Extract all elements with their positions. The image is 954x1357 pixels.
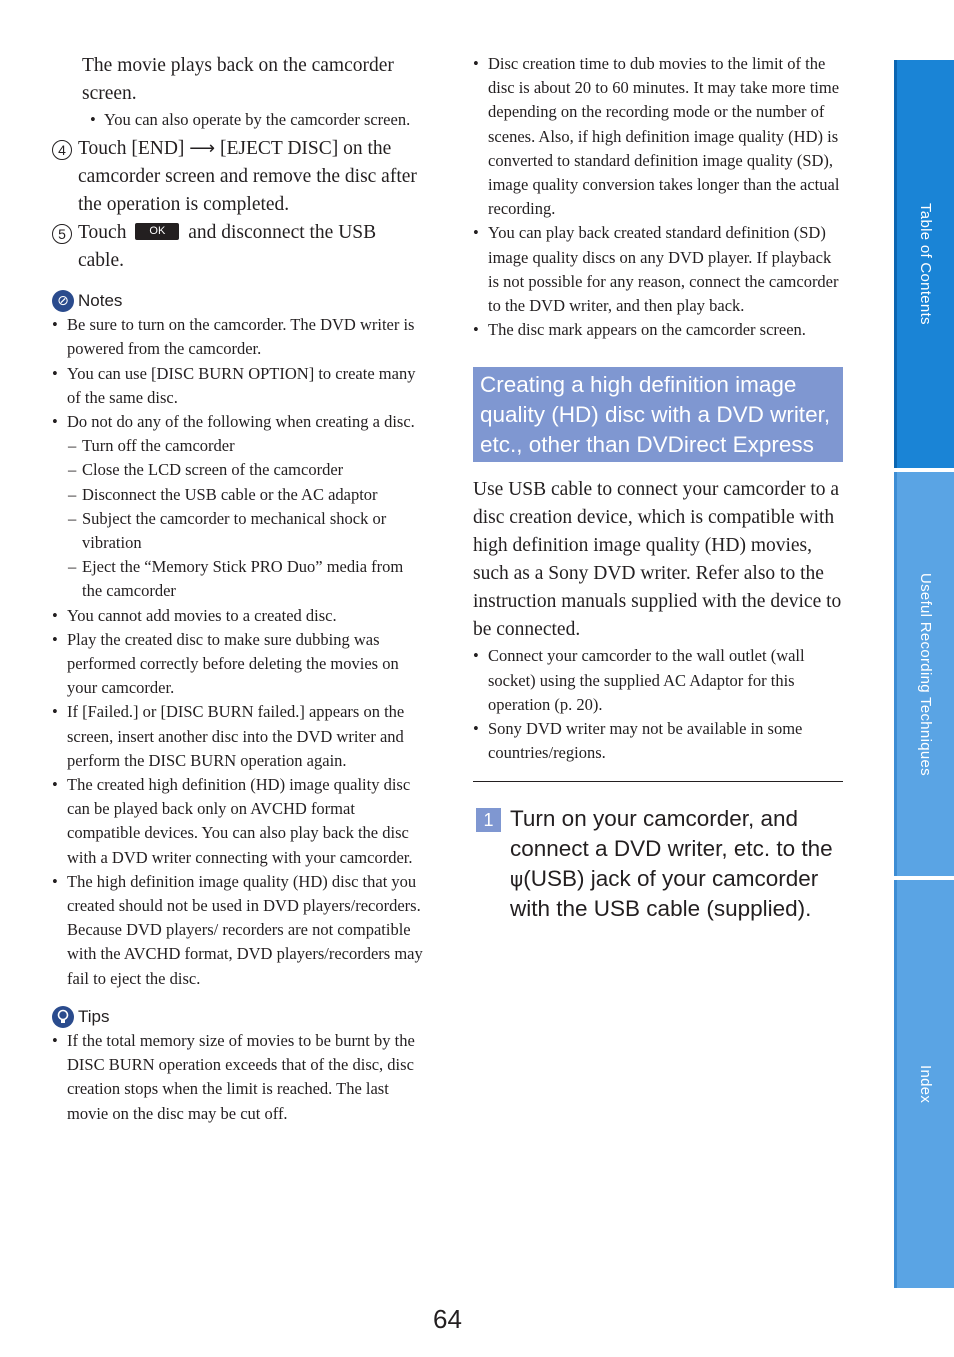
intro-line: The movie plays back on the camcorder screen. bbox=[82, 55, 394, 104]
list-item: • Play the created disc to make sure dubbing was performed correctly before deleting the movies on your camcorder. bbox=[52, 629, 399, 698]
list-item: • You can play back created standard definition (SD) image quality discs on any DVD player. If playback is not possible for any reason, connect the camcorder to the DVD writer, and then play back. bbox=[473, 223, 839, 316]
list-item: • Disc creation time to dub movies to the limit of the disc is about 20 to 60 minutes. It may take more time depending on the recording mode or the number of scenes. Also, if high definition image quality (HD) is converted to standard definition image quality (SD), image quality conversion takes longer than the actual recording. bbox=[473, 54, 840, 219]
list-item: • Be sure to turn on the camcorder. The DVD writer is powered from the camcorder. bbox=[52, 315, 415, 359]
sub-list-item: – Turn off the camcorder bbox=[68, 436, 235, 456]
usb-icon: ψ bbox=[510, 867, 524, 892]
right-column bbox=[473, 52, 843, 924]
lightbulb-icon bbox=[52, 1006, 74, 1028]
notes-list bbox=[52, 313, 424, 991]
notes-heading: ⊘ Notes bbox=[52, 289, 424, 313]
tab-useful-recording-techniques[interactable]: Useful Recording Techniques bbox=[894, 472, 954, 876]
step-1-number: 1 bbox=[476, 808, 501, 832]
step-5-number: 5 bbox=[52, 224, 72, 244]
ok-button-icon: OK bbox=[135, 223, 179, 240]
page-number: 64 bbox=[433, 1304, 462, 1334]
list-item: • The created high definition (HD) image quality disc can be played back only on AVCHD format compatible devices. You can also play back the disc with a DVD writer connecting with your camcorder. bbox=[52, 775, 413, 867]
list-item: • The high definition image quality (HD) disc that you created should not be used in DVD players/recorders. Because DVD players/ recorders are not compatible with the AVCHD format, DVD players/recorders may fail to eject the disc. bbox=[52, 871, 423, 988]
list-item: • Sony DVD writer may not be available in some countries/regions. bbox=[473, 719, 803, 763]
section-bullets bbox=[473, 644, 843, 765]
list-item: • You cannot add movies to a created disc. bbox=[52, 605, 337, 625]
divider bbox=[473, 781, 843, 782]
section-paragraph: Use USB cable to connect your camcorder to a disc creation device, which is compatible with high definition image quality (HD) movies, such as a Sony DVD writer. Refer also to the instruction manuals supplied with the device to be connected. bbox=[473, 479, 842, 641]
intro-bullet: • You can also operate by the camcorder screen. bbox=[90, 110, 411, 129]
tips-heading: Tips bbox=[52, 1005, 424, 1029]
tab-index[interactable]: Index bbox=[894, 880, 954, 1288]
list-item: • Do not do any of the following when creating a disc. bbox=[52, 412, 415, 432]
sub-list-item: – Close the LCD screen of the camcorder bbox=[68, 460, 344, 480]
section-heading: Creating a high definition image quality (HD) disc with a DVD writer, etc., other than DVDirect Express bbox=[473, 367, 843, 462]
list-item: • Connect your camcorder to the wall outlet (wall socket) using the supplied AC Adaptor for this operation (p. 20). bbox=[473, 646, 805, 714]
disc-notes-list bbox=[473, 52, 843, 342]
no-entry-circle-icon: ⊘ bbox=[52, 290, 74, 312]
list-item: • You can use [DISC BURN OPTION] to create many of the same disc. bbox=[52, 363, 416, 407]
step-5: 5 Touch OK and disconnect the USB cable. bbox=[52, 219, 424, 275]
sub-list-item: – Eject the “Memory Stick PRO Duo” media from the camcorder bbox=[68, 557, 404, 601]
step-4: 4 Touch [END] ⟶ [EJECT DISC] on the camcorder screen and remove the disc after the operation is completed. bbox=[52, 135, 424, 219]
sub-list-item: – Disconnect the USB cable or the AC adaptor bbox=[68, 484, 378, 504]
list-item: • If [Failed.] or [DISC BURN failed.] appears on the screen, insert another disc into the DVD writer and perform the DISC BURN operation again. bbox=[52, 702, 405, 770]
step-4-number: 4 bbox=[52, 140, 72, 160]
tab-table-of-contents[interactable]: Table of Contents bbox=[894, 60, 954, 468]
right-arrow-icon: ⟶ bbox=[189, 138, 216, 160]
list-item: • The disc mark appears on the camcorder screen. bbox=[473, 320, 806, 340]
sub-list-item: – Subject the camcorder to mechanical shock or vibration bbox=[68, 508, 387, 553]
left-column bbox=[52, 52, 424, 1126]
tips-list bbox=[52, 1029, 424, 1126]
list-item: • If the total memory size of movies to be burnt by the DISC BURN operation exceeds that of the disc, disc creation stops when the limit is reached. The last movie on the disc may be cut off. bbox=[52, 1030, 415, 1123]
step-1: 1 Turn on your camcorder, and connect a DVD writer, etc. to the ψ(USB) jack of your camcorder with the USB cable (supplied). bbox=[473, 804, 843, 924]
